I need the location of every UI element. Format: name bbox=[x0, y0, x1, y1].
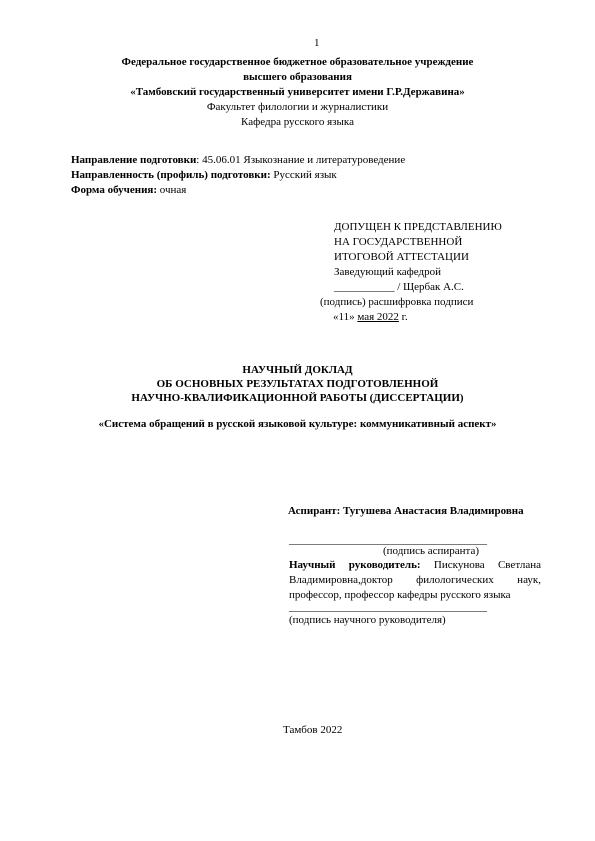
city-year: Тамбов 2022 bbox=[283, 724, 343, 736]
head-signature-line: ___________ / Щербак А.С. bbox=[334, 281, 464, 293]
date-month: мая bbox=[357, 311, 377, 323]
aspirant-signature-caption: (подпись аспиранта) bbox=[383, 545, 480, 557]
date-suffix: г. bbox=[398, 311, 408, 323]
supervisor-line-1 bbox=[289, 559, 541, 572]
aspirant-name: Аспирант: Тугушева Анастасия Владимировна bbox=[288, 505, 524, 517]
head-of-department-label: Заведующий кафедрой bbox=[334, 266, 441, 278]
study-form-line bbox=[71, 184, 186, 197]
org-line-2: высшего образования bbox=[243, 71, 352, 83]
approval-line-3: ИТОГОВОЙ АТТЕСТАЦИИ bbox=[334, 251, 469, 263]
page-number: 1 bbox=[314, 37, 320, 49]
study-form-label: Форма обучения: bbox=[71, 184, 158, 196]
approval-line-2: НА ГОСУДАРСТВЕННОЙ bbox=[334, 236, 463, 248]
direction-value: : 45.06.01 Языкознание и литературоведение bbox=[196, 154, 406, 166]
supervisor-block bbox=[289, 559, 541, 602]
direction-label: Направление подготовки bbox=[71, 154, 197, 166]
date-year: 2022 bbox=[376, 311, 399, 323]
approval-date bbox=[333, 311, 408, 324]
report-title-line-1: НАУЧНЫЙ ДОКЛАД bbox=[242, 364, 353, 376]
supervisor-name-start: Пискунова Светлана bbox=[420, 559, 541, 571]
supervisor-label: Научный руководитель: bbox=[289, 559, 421, 571]
supervisor-line-2: Владимировна,доктор филологических наук, bbox=[289, 574, 541, 586]
report-title-line-3: НАУЧНО-КВАЛИФИКАЦИОННОЙ РАБОТЫ (ДИССЕРТАЦИИ) bbox=[131, 392, 464, 404]
dissertation-topic: «Система обращений в русской языковой культуре: коммуникативный аспект» bbox=[98, 418, 497, 430]
profile-label: Направленность (профиль) подготовки: bbox=[71, 169, 271, 181]
supervisor-signature-line: ____________________________________ bbox=[289, 601, 487, 613]
org-line-1: Федеральное государственное бюджетное образовательное учреждение bbox=[121, 56, 474, 68]
report-title-line-2: ОБ ОСНОВНЫХ РЕЗУЛЬТАТАХ ПОДГОТОВЛЕННОЙ bbox=[156, 378, 439, 390]
profile-line bbox=[71, 169, 337, 182]
study-form-value: очная bbox=[157, 184, 187, 196]
aspirant-signature-line: ____________________________________ bbox=[289, 534, 487, 546]
department-name: Кафедра русского языка bbox=[241, 116, 354, 128]
signature-caption: (подпись) расшифровка подписи bbox=[320, 296, 474, 308]
direction-line bbox=[71, 154, 405, 167]
profile-value: Русский язык bbox=[270, 169, 337, 181]
university-name: «Тамбовский государственный университет имени Г.Р.Державина» bbox=[130, 86, 465, 98]
faculty-name: Факультет филологии и журналистики bbox=[206, 101, 389, 113]
supervisor-line-3: профессор, профессор кафедры русского языка bbox=[289, 589, 511, 601]
supervisor-signature-caption: (подпись научного руководителя) bbox=[289, 614, 446, 626]
date-day: «11» bbox=[333, 311, 358, 323]
approval-line-1: ДОПУЩЕН К ПРЕДСТАВЛЕНИЮ bbox=[334, 221, 502, 233]
